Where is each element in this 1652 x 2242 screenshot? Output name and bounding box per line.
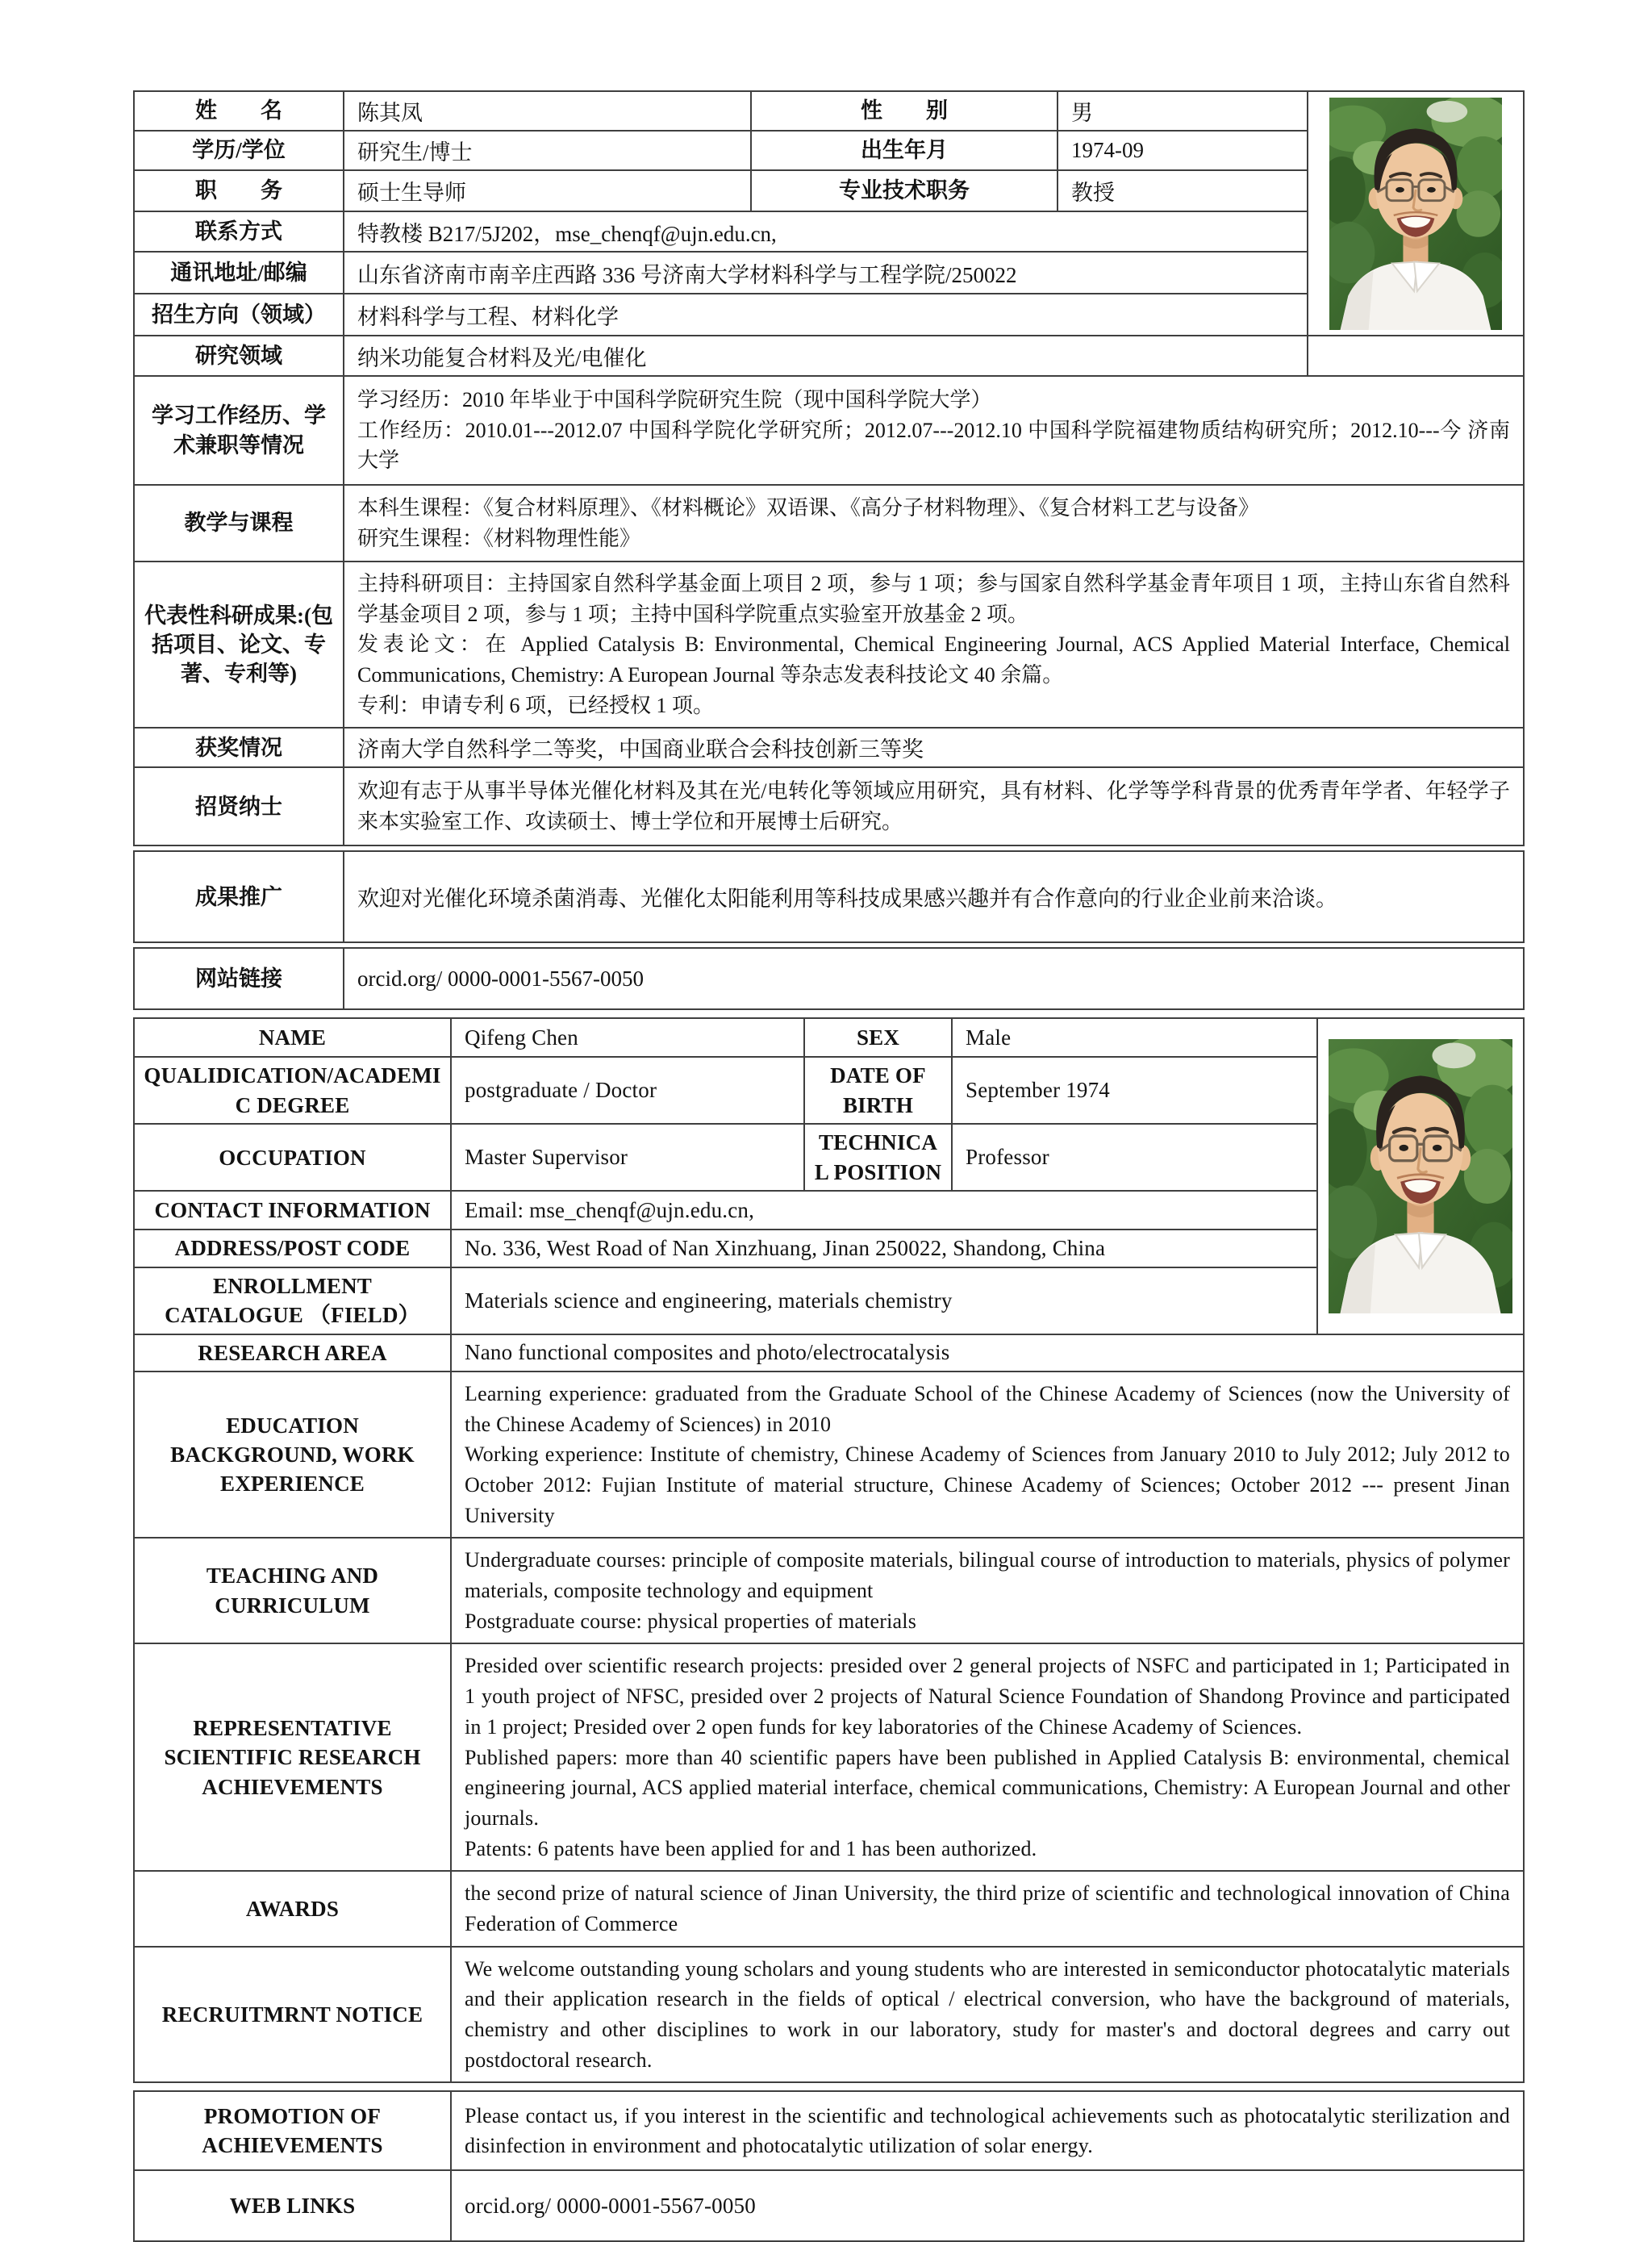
table-row xyxy=(134,562,1524,728)
zh-enroll-label: 招生方向（领域） xyxy=(134,294,344,336)
table-row xyxy=(134,1334,1524,1372)
zh-promotion-value: 欢迎对光催化环境杀菌消毒、光催化太阳能利用等科技成果感兴趣并有合作意向的行业企业前来洽谈。 xyxy=(344,851,1524,942)
en-birth-value: September 1974 xyxy=(952,1057,1317,1124)
zh-teaching-p1: 本科生课程：《复合材料原理》、《材料概论》双语课、《高分子材料物理》、《复合材料工艺与设备》 xyxy=(357,495,1260,520)
en-teaching-label: TEACHING AND CURRICULUM xyxy=(134,1538,451,1643)
en-degree-value: postgraduate / Doctor xyxy=(451,1057,804,1124)
table-row xyxy=(134,728,1524,767)
table-row xyxy=(134,948,1524,1009)
en-weblinks-value: orcid.org/ 0000-0001-5567-0050 xyxy=(451,2170,1524,2241)
table-row xyxy=(134,1372,1524,1538)
table-row xyxy=(134,1057,1524,1124)
zh-achievements-p2: 发表论文：在 Applied Catalysis B: Environmental, Chemical Engineering Journal, ACS Applied Material Interface, Chemical Communications, Chemistry: A European Journal 等杂志发表科技论文 40 余篇。 xyxy=(357,633,1510,687)
profile-photo xyxy=(1329,1039,1512,1313)
chinese-weblinks-table xyxy=(133,947,1525,1010)
zh-recruit-value xyxy=(344,767,1524,845)
en-achievements-value xyxy=(451,1643,1524,1871)
zh-enroll-value: 材料科学与工程、材料化学 xyxy=(344,294,1308,336)
zh-recruit-p1: 欢迎有志于从事半导体光催化材料及其在光/电转化等领域应用研究，具有材料、化学等学科背景的优秀青年学者、年轻学子来本实验室工作、攻读硕士、博士学位和开展博士后研究。 xyxy=(357,779,1510,833)
zh-achievements-value xyxy=(344,562,1524,728)
table-row xyxy=(134,851,1524,942)
en-awards-value xyxy=(451,1871,1524,1946)
table-row xyxy=(134,1871,1524,1946)
zh-sex-label: 性 别 xyxy=(751,91,1058,131)
en-education-p2: Working experience: Institute of chemistry, Chinese Academy of Sciences from January 2010 to July 2012; July 2012 to October 2012: Fujian Institute of material structure, Chinese Academy of Sciences; October 2012 --- present Jinan University xyxy=(465,1442,1510,1527)
table-row xyxy=(134,1643,1524,1871)
zh-name-label: 姓 名 xyxy=(134,91,344,131)
chinese-profile-table xyxy=(133,90,1525,846)
zh-experience-value xyxy=(344,376,1524,485)
table-row xyxy=(134,376,1524,485)
en-contact-value: Email: mse_chenqf@ujn.edu.cn, xyxy=(451,1191,1317,1230)
zh-awards-value: 济南大学自然科学二等奖，中国商业联合会科技创新三等奖 xyxy=(344,728,1524,767)
zh-birth-label: 出生年月 xyxy=(751,131,1058,170)
zh-address-label: 通讯地址/邮编 xyxy=(134,252,344,294)
en-research-value: Nano functional composites and photo/electrocatalysis xyxy=(451,1334,1524,1372)
en-enroll-label: ENROLLMENT CATALOGUE （FIELD） xyxy=(134,1267,451,1334)
zh-achievements-p1: 主持科研项目：主持国家自然科学基金面上项目 2 项，参与 1 项；参与国家自然科学基金青年项目 1 项，主持山东省自然科学基金项目 2 项，参与 1 项；主持中国科学院重点实验室开放基金 2 项。 xyxy=(357,572,1510,626)
en-education-label: EDUCATION BACKGROUND, WORK EXPERIENCE xyxy=(134,1372,451,1538)
zh-research-value: 纳米功能复合材料及光/电催化 xyxy=(344,336,1308,376)
en-promotion-p1: Please contact us, if you interest in the scientific and technological achievements such as photocatalytic sterilization and disinfection in environment and photocatalytic utilization of solar energy. xyxy=(465,2103,1510,2158)
zh-degree-label: 学历/学位 xyxy=(134,131,344,170)
en-awards-label: AWARDS xyxy=(134,1871,451,1946)
zh-research-label: 研究领域 xyxy=(134,336,344,376)
profile-photo xyxy=(1329,98,1502,330)
zh-duty-value: 硕士生导师 xyxy=(344,170,751,211)
en-teaching-value xyxy=(451,1538,1524,1643)
en-recruit-label: RECRUITMRNT NOTICE xyxy=(134,1947,451,2083)
table-row xyxy=(134,1230,1524,1267)
en-teaching-p1: Undergraduate courses: principle of composite materials, bilingual course of introduction to materials, physics of polymer materials, composite technology and equipment xyxy=(465,1548,1510,1603)
table-row xyxy=(134,2170,1524,2241)
en-occupation-value: Master Supervisor xyxy=(451,1124,804,1191)
zh-contact-value: 特教楼 B217/5J202，mse_chenqf@ujn.edu.cn, xyxy=(344,211,1308,252)
faculty-profile-sheet xyxy=(133,90,1523,2242)
zh-sex-value: 男 xyxy=(1058,91,1308,131)
en-teaching-p2: Postgraduate course: physical properties of materials xyxy=(465,1609,917,1633)
en-weblinks-label: WEB LINKS xyxy=(134,2170,451,2241)
table-row xyxy=(134,336,1524,376)
chinese-promotion-table xyxy=(133,850,1525,943)
en-name-value: Qifeng Chen xyxy=(451,1018,804,1057)
en-name-label: NAME xyxy=(134,1018,451,1057)
zh-promotion-label: 成果推广 xyxy=(134,851,344,942)
zh-teaching-label: 教学与课程 xyxy=(134,485,344,562)
empty-cell xyxy=(1308,336,1524,376)
en-sex-value: Male xyxy=(952,1018,1317,1057)
zh-experience-p2: 工作经历：2010.01---2012.07 中国科学院化学研究所；2012.07---2012.10 中国科学院福建物质结构研究所；2012.10---今 济南大学 xyxy=(357,418,1510,473)
en-tech-label: TECHNICAL POSITION xyxy=(804,1124,952,1191)
zh-weblinks-label: 网站链接 xyxy=(134,948,344,1009)
en-achievements-label: REPRESENTATIVE SCIENTIFIC RESEARCH ACHIEVEMENTS xyxy=(134,1643,451,1871)
zh-experience-p1: 学习经历：2010 年毕业于中国科学院研究生院（现中国科学院大学） xyxy=(357,387,992,411)
zh-duty-label: 职 务 xyxy=(134,170,344,211)
table-row xyxy=(134,485,1524,562)
table-row xyxy=(134,91,1524,131)
zh-tech-label: 专业技术职务 xyxy=(751,170,1058,211)
en-occupation-label: OCCUPATION xyxy=(134,1124,451,1191)
en-address-label: ADDRESS/POST CODE xyxy=(134,1230,451,1267)
en-awards-p1: the second prize of natural science of Jinan University, the third prize of scientific and technological innovation of China Federation of Commerce xyxy=(465,1881,1510,1935)
en-enroll-value: Materials science and engineering, materials chemistry xyxy=(451,1267,1317,1334)
zh-name-value: 陈其凤 xyxy=(344,91,751,131)
table-row xyxy=(134,1191,1524,1230)
en-education-p1: Learning experience: graduated from the Graduate School of the Chinese Academy of Sciences (now the University of the Chinese Academy of Sciences) in 2010 xyxy=(465,1381,1510,1436)
profile-photo-cell xyxy=(1308,91,1524,336)
zh-achievements-p3: 专利：申请专利 6 项，已经授权 1 项。 xyxy=(357,693,715,717)
en-achievements-p1: Presided over scientific research projects: presided over 2 general projects of NSFC and participated in 1; Participated in 1 youth project of NFSC, presided over 2 projects of Natural Science Foundation of Shandong Province and participated in 1 project; Presided over 2 open funds for key laboratories of the Chinese Academy of Sciences. xyxy=(465,1654,1510,1739)
en-achievements-p3: Patents: 6 patents have been applied for and 1 has been authorized. xyxy=(465,1836,1037,1860)
en-birth-label: DATE OF BIRTH xyxy=(804,1057,952,1124)
zh-recruit-label: 招贤纳士 xyxy=(134,767,344,845)
en-recruit-p1: We welcome outstanding young scholars and young students who are interested in semiconductor photocatalytic materials and their application research in the fields of optical / electrical conversion, who have the background of materials, chemistry and other disciplines to work in our laboratory, study for master's and doctoral degrees and carry out postdoctoral research. xyxy=(465,1956,1510,2072)
en-address-value: No. 336, West Road of Nan Xinzhuang, Jinan 250022, Shandong, China xyxy=(451,1230,1317,1267)
zh-address-value: 山东省济南市南辛庄西路 336 号济南大学材料科学与工程学院/250022 xyxy=(344,252,1308,294)
zh-tech-value: 教授 xyxy=(1058,170,1308,211)
zh-teaching-p2: 研究生课程：《材料物理性能》 xyxy=(357,526,641,550)
profile-photo-cell xyxy=(1317,1018,1524,1334)
en-education-value xyxy=(451,1372,1524,1538)
en-contact-label: CONTACT INFORMATION xyxy=(134,1191,451,1230)
zh-achievements-label: 代表性科研成果:(包括项目、论文、专著、专利等) xyxy=(134,562,344,728)
table-row xyxy=(134,1267,1524,1334)
zh-teaching-value xyxy=(344,485,1524,562)
zh-contact-label: 联系方式 xyxy=(134,211,344,252)
en-research-label: RESEARCH AREA xyxy=(134,1334,451,1372)
table-row xyxy=(134,1538,1524,1643)
table-row xyxy=(134,767,1524,845)
en-tech-value: Professor xyxy=(952,1124,1317,1191)
en-recruit-value xyxy=(451,1947,1524,2083)
table-row xyxy=(134,1947,1524,2083)
english-profile-table xyxy=(133,1017,1525,2083)
en-achievements-p2: Published papers: more than 40 scientific papers have been published in Applied Catalysis B: environmental, chemical engineering journal, ACS applied material interface, chemical communications, Chemistry: A European Journal and other journals. xyxy=(465,1745,1510,1830)
zh-experience-label: 学习工作经历、学术兼职等情况 xyxy=(134,376,344,485)
zh-degree-value: 研究生/博士 xyxy=(344,131,751,170)
en-promotion-value xyxy=(451,2091,1524,2170)
zh-weblinks-value: orcid.org/ 0000-0001-5567-0050 xyxy=(344,948,1524,1009)
table-row xyxy=(134,1018,1524,1057)
zh-birth-value: 1974-09 xyxy=(1058,131,1308,170)
table-row xyxy=(134,1124,1524,1191)
zh-awards-label: 获奖情况 xyxy=(134,728,344,767)
en-degree-label: QUALIDICATION/ACADEMIC DEGREE xyxy=(134,1057,451,1124)
en-promotion-label: PROMOTION OF ACHIEVEMENTS xyxy=(134,2091,451,2170)
en-sex-label: SEX xyxy=(804,1018,952,1057)
table-row xyxy=(134,2091,1524,2170)
english-promotion-table xyxy=(133,2090,1525,2242)
